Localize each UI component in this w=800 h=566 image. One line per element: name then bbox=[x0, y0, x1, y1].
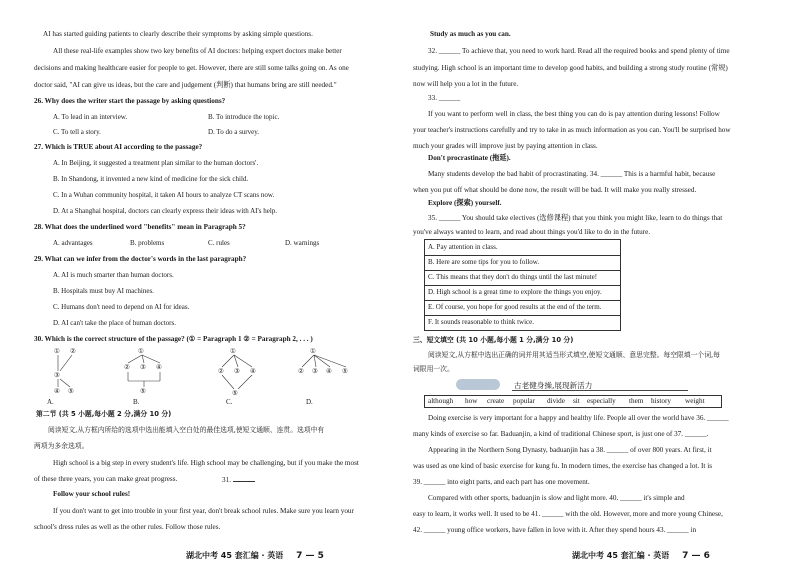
svg-text:⑤: ⑤ bbox=[140, 387, 146, 395]
section2-title: 第二节 (共 5 小题,每小题 2 分,满分 10 分) bbox=[36, 410, 172, 418]
diagram-a bbox=[54, 347, 76, 395]
diagram-label-b[interactable]: B. bbox=[133, 398, 140, 406]
svg-text:④: ④ bbox=[156, 363, 162, 371]
option-e[interactable]: E. Of course, you hope for good results at the end of the term. bbox=[425, 300, 620, 316]
word: create bbox=[487, 397, 505, 405]
passage-line: High school is a big step in every student's life. High school may be challenging, but if you make the most bbox=[53, 459, 359, 467]
passage-line: you've always wanted to learn, and read about things you'd like to do in the future. bbox=[413, 228, 651, 236]
passage-line: 42. ______ young office workers, have fallen in love with it. After they spend hours 43. ______ in bbox=[413, 526, 697, 534]
passage-banner bbox=[456, 378, 688, 391]
q27-option[interactable]: D. At a Shanghai hospital, doctors can clearly express their ideas with AI's help. bbox=[53, 207, 278, 215]
passage-line: 39. ______ into eight parts, and each part has one movement. bbox=[413, 478, 590, 486]
svg-text:④: ④ bbox=[250, 367, 256, 375]
passage-line: 32. ______ To achieve that, you need to work hard. Read all the required books and spend plenty of time bbox=[428, 47, 730, 55]
diagram-label-d[interactable]: D. bbox=[306, 398, 313, 406]
svg-text:④: ④ bbox=[326, 367, 332, 375]
svg-text:②: ② bbox=[218, 367, 224, 375]
q28-option[interactable]: B. problems bbox=[130, 239, 165, 247]
option-d[interactable]: D. High school is a great time to explore the things you enjoy. bbox=[425, 285, 620, 301]
word: especially bbox=[587, 397, 616, 405]
svg-text:②: ② bbox=[70, 347, 76, 355]
passage-line: many kinds of exercise so far. Baduanjin, a kind of traditional Chinese sport, is just one of 37. ______. bbox=[413, 430, 709, 438]
q26-option[interactable]: A. To lead in an interview. bbox=[53, 113, 128, 121]
q28-option[interactable]: D. warnings bbox=[285, 239, 320, 247]
page-number: 7 — 6 bbox=[682, 551, 710, 561]
q29-option[interactable]: A. AI is much smarter than human doctors. bbox=[53, 271, 174, 279]
options-box bbox=[424, 239, 621, 331]
svg-text:①: ① bbox=[310, 347, 316, 355]
passage-line: Appearing in the Northern Song Dynasty, baduanjin has a 38. ______ of over 800 years. At first, it bbox=[428, 446, 712, 454]
q26-option[interactable]: C. To tell a story. bbox=[53, 128, 101, 136]
word: popular bbox=[513, 397, 535, 405]
svg-text:①: ① bbox=[54, 347, 60, 355]
structure-diagrams bbox=[40, 345, 400, 405]
svg-text:④: ④ bbox=[54, 387, 60, 395]
passage-line: All these real-life examples show two key benefits of AI doctors: helping expert doctors make better bbox=[53, 47, 342, 55]
passage-line: was used as one kind of basic exercise for kung fu. In modern times, the exercise has changed a lot. It is bbox=[413, 462, 712, 470]
word: although bbox=[428, 397, 454, 405]
word: history bbox=[651, 397, 671, 405]
section3-desc: 词限用一次。 bbox=[413, 365, 454, 373]
svg-text:①: ① bbox=[138, 347, 144, 355]
svg-text:⑤: ⑤ bbox=[342, 367, 348, 375]
passage-line: Compared with other sports, baduanjin is slow and light more. 40. ______ it's simple and bbox=[428, 494, 685, 502]
q29-option[interactable]: C. Humans don't need to depend on AI for ideas. bbox=[53, 303, 190, 311]
q27-option[interactable]: B. In Shandong, it invented a new kind of medicine for the sick child. bbox=[53, 175, 249, 183]
section3-desc: 阅读短文,从方框中选出正确的词并用其适当形式填空,使短文通顺、意思完整。每空限填一个词,每 bbox=[428, 351, 720, 359]
section2-desc: 阅读短文,从方框内所给的选项中选出能填入空白处的最佳选项,使短文通顺、连贯。选项中有 bbox=[48, 426, 325, 434]
option-f[interactable]: F. It sounds reasonable to think twice. bbox=[428, 318, 534, 326]
section3-title: 三、短文填空 (共 10 小题,每小题 1 分,满分 10 分) bbox=[413, 336, 574, 344]
passage-line: now will help you a lot in the future. bbox=[413, 80, 519, 88]
word: them bbox=[629, 397, 644, 405]
q28-option[interactable]: C. rules bbox=[208, 239, 230, 247]
option-a[interactable]: A. Pay attention in class. bbox=[425, 240, 620, 256]
passage-line: easy to learn, it works well. It used to be 41. ______ with the old. However, more and more young Chinese, bbox=[413, 510, 723, 518]
word: weight bbox=[685, 397, 705, 405]
q26-option[interactable]: D. To do a survey. bbox=[208, 128, 260, 136]
passage-line: AI has started guiding patients to clearly describe their symptoms by asking simple questions. bbox=[43, 30, 313, 38]
heading-study: Study as much as you can. bbox=[430, 30, 511, 38]
svg-text:⑤: ⑤ bbox=[68, 387, 74, 395]
passage-line: Doing exercise is very important for a happy and healthy life. People all over the world have 36. ______ bbox=[428, 414, 729, 422]
svg-text:③: ③ bbox=[54, 371, 60, 379]
banner-badge bbox=[456, 379, 500, 390]
q29-option[interactable]: D. AI can't take the place of human doctors. bbox=[53, 319, 176, 327]
blank-31[interactable]: 31. bbox=[222, 475, 255, 485]
footer-right: 湖北中考 45 套汇编 · 英语 7 — 6 bbox=[572, 551, 710, 561]
diagram-d bbox=[298, 347, 348, 375]
footer-left: 湖北中考 45 套汇编 · 英语 7 — 5 bbox=[186, 551, 324, 561]
passage-line: doctor said, "AI can give us ideas, but the care and judgement (判断) that humans bring are still needed." bbox=[34, 81, 337, 89]
svg-text:③: ③ bbox=[234, 367, 240, 375]
blank-33[interactable]: 33. ______ bbox=[428, 94, 461, 102]
passage-line: your teacher's instructions carefully and try to take in as much information as you can. You'll be surprised how bbox=[413, 126, 731, 134]
svg-text:③: ③ bbox=[140, 363, 146, 371]
question-30: 30. Which is the correct structure of the passage? (① = Paragraph 1 ② = Paragraph 2, . . . ) bbox=[34, 335, 313, 343]
page-number: 7 — 5 bbox=[296, 551, 324, 561]
passage-line: decisions and making healthcare easier for people to get. However, there are still some talks going on. As one bbox=[34, 64, 349, 72]
q28-option[interactable]: A. advantages bbox=[53, 239, 93, 247]
q29-option[interactable]: B. Hospitals must buy AI machines. bbox=[53, 287, 154, 295]
passage-line: Many students develop the bad habit of procrastinating. 34. ______ This is a harmful habit, because bbox=[428, 170, 716, 178]
option-b[interactable]: B. Here are some tips for you to follow. bbox=[425, 255, 620, 271]
heading-explore: Explore (探索) yourself. bbox=[428, 199, 502, 207]
word: sit bbox=[573, 397, 580, 405]
option-c[interactable]: C. This means that they don't do things until the last minute! bbox=[425, 270, 620, 286]
svg-text:①: ① bbox=[230, 347, 236, 355]
svg-text:⑤: ⑤ bbox=[232, 389, 238, 397]
word-box bbox=[424, 395, 722, 408]
q26-option[interactable]: B. To introduce the topic. bbox=[208, 113, 280, 121]
diagram-b bbox=[124, 347, 162, 395]
svg-text:③: ③ bbox=[312, 367, 318, 375]
svg-text:②: ② bbox=[124, 363, 130, 371]
q27-option[interactable]: A. In Beijing, it suggested a treatment plan similar to the human doctors'. bbox=[53, 159, 259, 167]
svg-text:②: ② bbox=[298, 367, 304, 375]
diagram-label-a[interactable]: A. bbox=[47, 398, 54, 406]
q27-option[interactable]: C. In a Wuhan community hospital, it taken AI hours to analyze CT scans now. bbox=[53, 191, 275, 199]
question-29: 29. What can we infer from the doctor's words in the last paragraph? bbox=[34, 255, 247, 263]
word: how bbox=[465, 397, 478, 405]
passage-line: studying. High school is an important time to develop good habits, and building a strong study routine (常规) bbox=[413, 64, 728, 72]
passage-line: 35. ______ You should take electives (选修课程) that you think you might like, learn to do things that bbox=[428, 214, 723, 222]
question-27: 27. Which is TRUE about AI according to the passage? bbox=[34, 143, 203, 151]
diagram-c bbox=[218, 347, 256, 397]
question-26: 26. Why does the writer start the passage by asking questions? bbox=[34, 97, 226, 105]
word: divide bbox=[547, 397, 565, 405]
heading-school-rules: Follow your school rules! bbox=[53, 490, 131, 498]
heading-procrastinate: Don't procrastinate (拖延). bbox=[428, 154, 511, 162]
passage-line: much your grades will improve just by paying attention in class. bbox=[413, 142, 598, 150]
banner-title: 古老健身操,展现新活力 bbox=[514, 381, 593, 390]
passage-line: school's dress rules as well as the other rules. Follow those rules. bbox=[34, 523, 221, 531]
passage-line: If you don't want to get into trouble in your first year, don't break school rules. Make sure you learn your bbox=[53, 507, 354, 515]
passage-line: when you put off what should be done now, the result will be bad. It will make you really stressed. bbox=[413, 186, 697, 194]
passage-line: of these three years, you can make great progress. bbox=[34, 475, 178, 483]
question-28: 28. What does the underlined word "benefits" mean in Paragraph 5? bbox=[34, 223, 246, 231]
passage-line: If you want to perform well in class, the best thing you can do is pay attention during lessons! Follow bbox=[428, 110, 720, 118]
diagram-label-c[interactable]: C. bbox=[226, 398, 233, 406]
section2-desc: 两项为多余选项。 bbox=[34, 442, 89, 450]
